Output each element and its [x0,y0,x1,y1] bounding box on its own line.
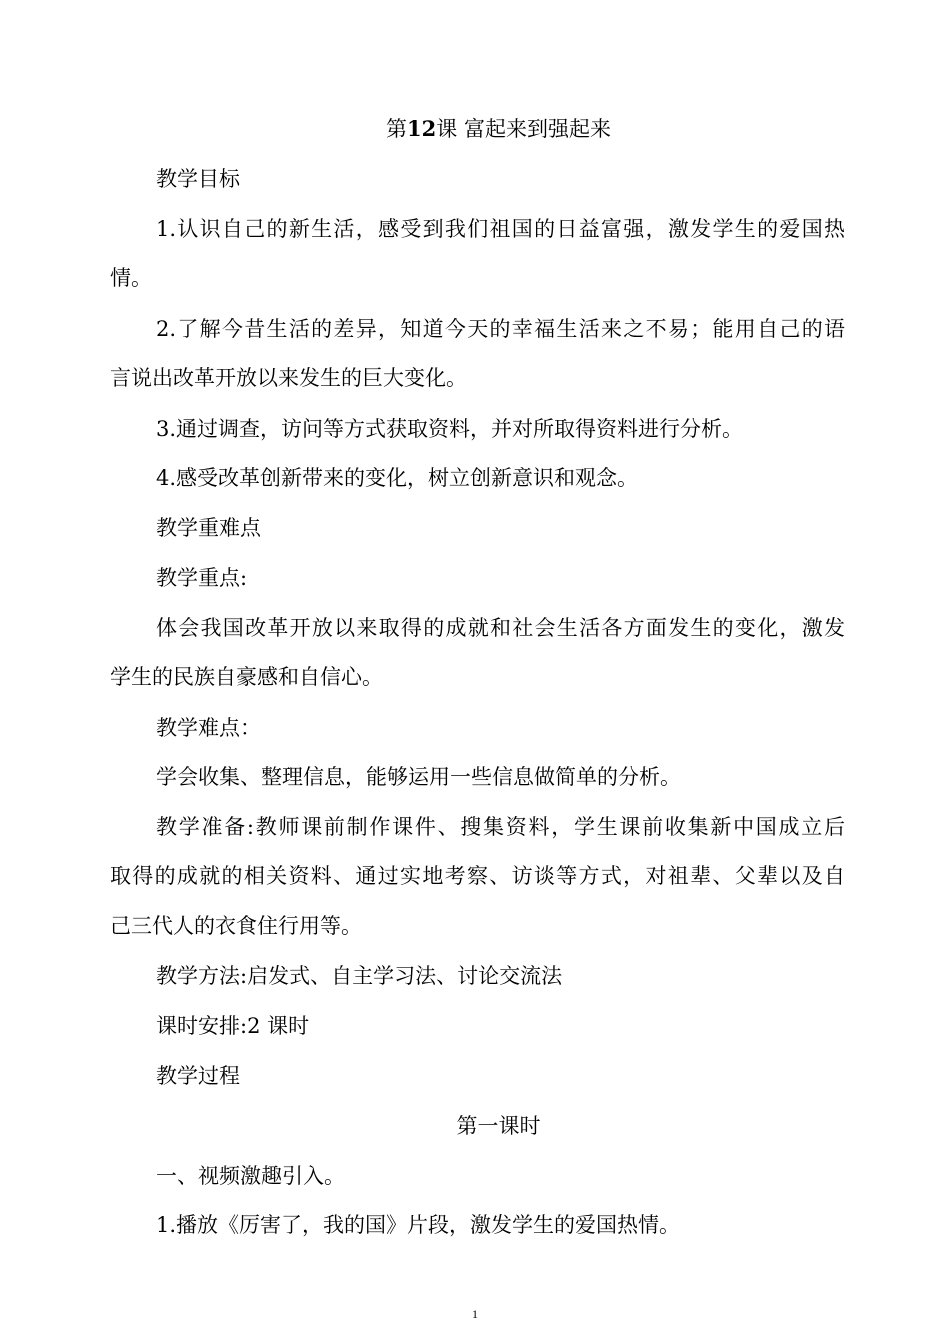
title-suffix: 课 富起来到强起来 [436,117,611,141]
lesson-schedule: 课时安排:2 课时 [156,1014,310,1038]
process-heading: 教学过程 [156,1064,240,1088]
preparation-line-3: 己三代人的衣食住行用等。 [110,914,362,938]
section-one-heading: 一、视频激趣引入。 [156,1164,345,1188]
objective-2-line-1: 2.了解今昔生活的差异，知道今天的幸福生活来之不易；能用自己的语 [156,317,845,341]
title-number: 12 [407,116,437,141]
key-difficult-heading: 教学重难点 [156,516,261,540]
key-points-line-1: 体会我国改革开放以来取得的成就和社会生活各方面发生的变化，激发 [156,616,845,640]
difficult-points-text: 学会收集、整理信息，能够运用一些信息做简单的分析。 [156,765,681,789]
teaching-methods: 教学方法:启发式、自主学习法、讨论交流法 [156,964,563,988]
difficult-points-label: 教学难点： [156,716,261,740]
preparation-line-1: 教学准备:教师课前制作课件、搜集资料，学生课前收集新中国成立后 [156,815,845,839]
objective-4: 4.感受改革创新带来的变化，树立创新意识和观念。 [156,466,639,490]
objective-1-line-2: 情。 [110,266,152,290]
objective-3: 3.通过调查，访问等方式获取资料，并对所取得资料进行分析。 [156,417,744,441]
step-1: 1.播放《厉害了，我的国》片段，激发学生的爱国热情。 [156,1213,681,1237]
lesson-one-heading: 第一课时 [456,1114,541,1138]
objective-2-line-2: 言说出改革开放以来发生的巨大变化。 [110,366,467,390]
page-number: 1 [472,1307,478,1321]
objective-1-line-1: 1.认识自己的新生活，感受到我们祖国的日益富强，激发学生的爱国热 [156,217,845,241]
title-prefix: 第 [386,117,408,141]
objectives-heading: 教学目标 [156,167,240,191]
document-title [0,117,950,141]
key-points-label: 教学重点: [156,566,248,590]
preparation-line-2: 取得的成就的相关资料、通过实地考察、访谈等方式，对祖辈、父辈以及自 [110,864,845,888]
key-points-line-2: 学生的民族自豪感和自信心。 [110,665,383,689]
